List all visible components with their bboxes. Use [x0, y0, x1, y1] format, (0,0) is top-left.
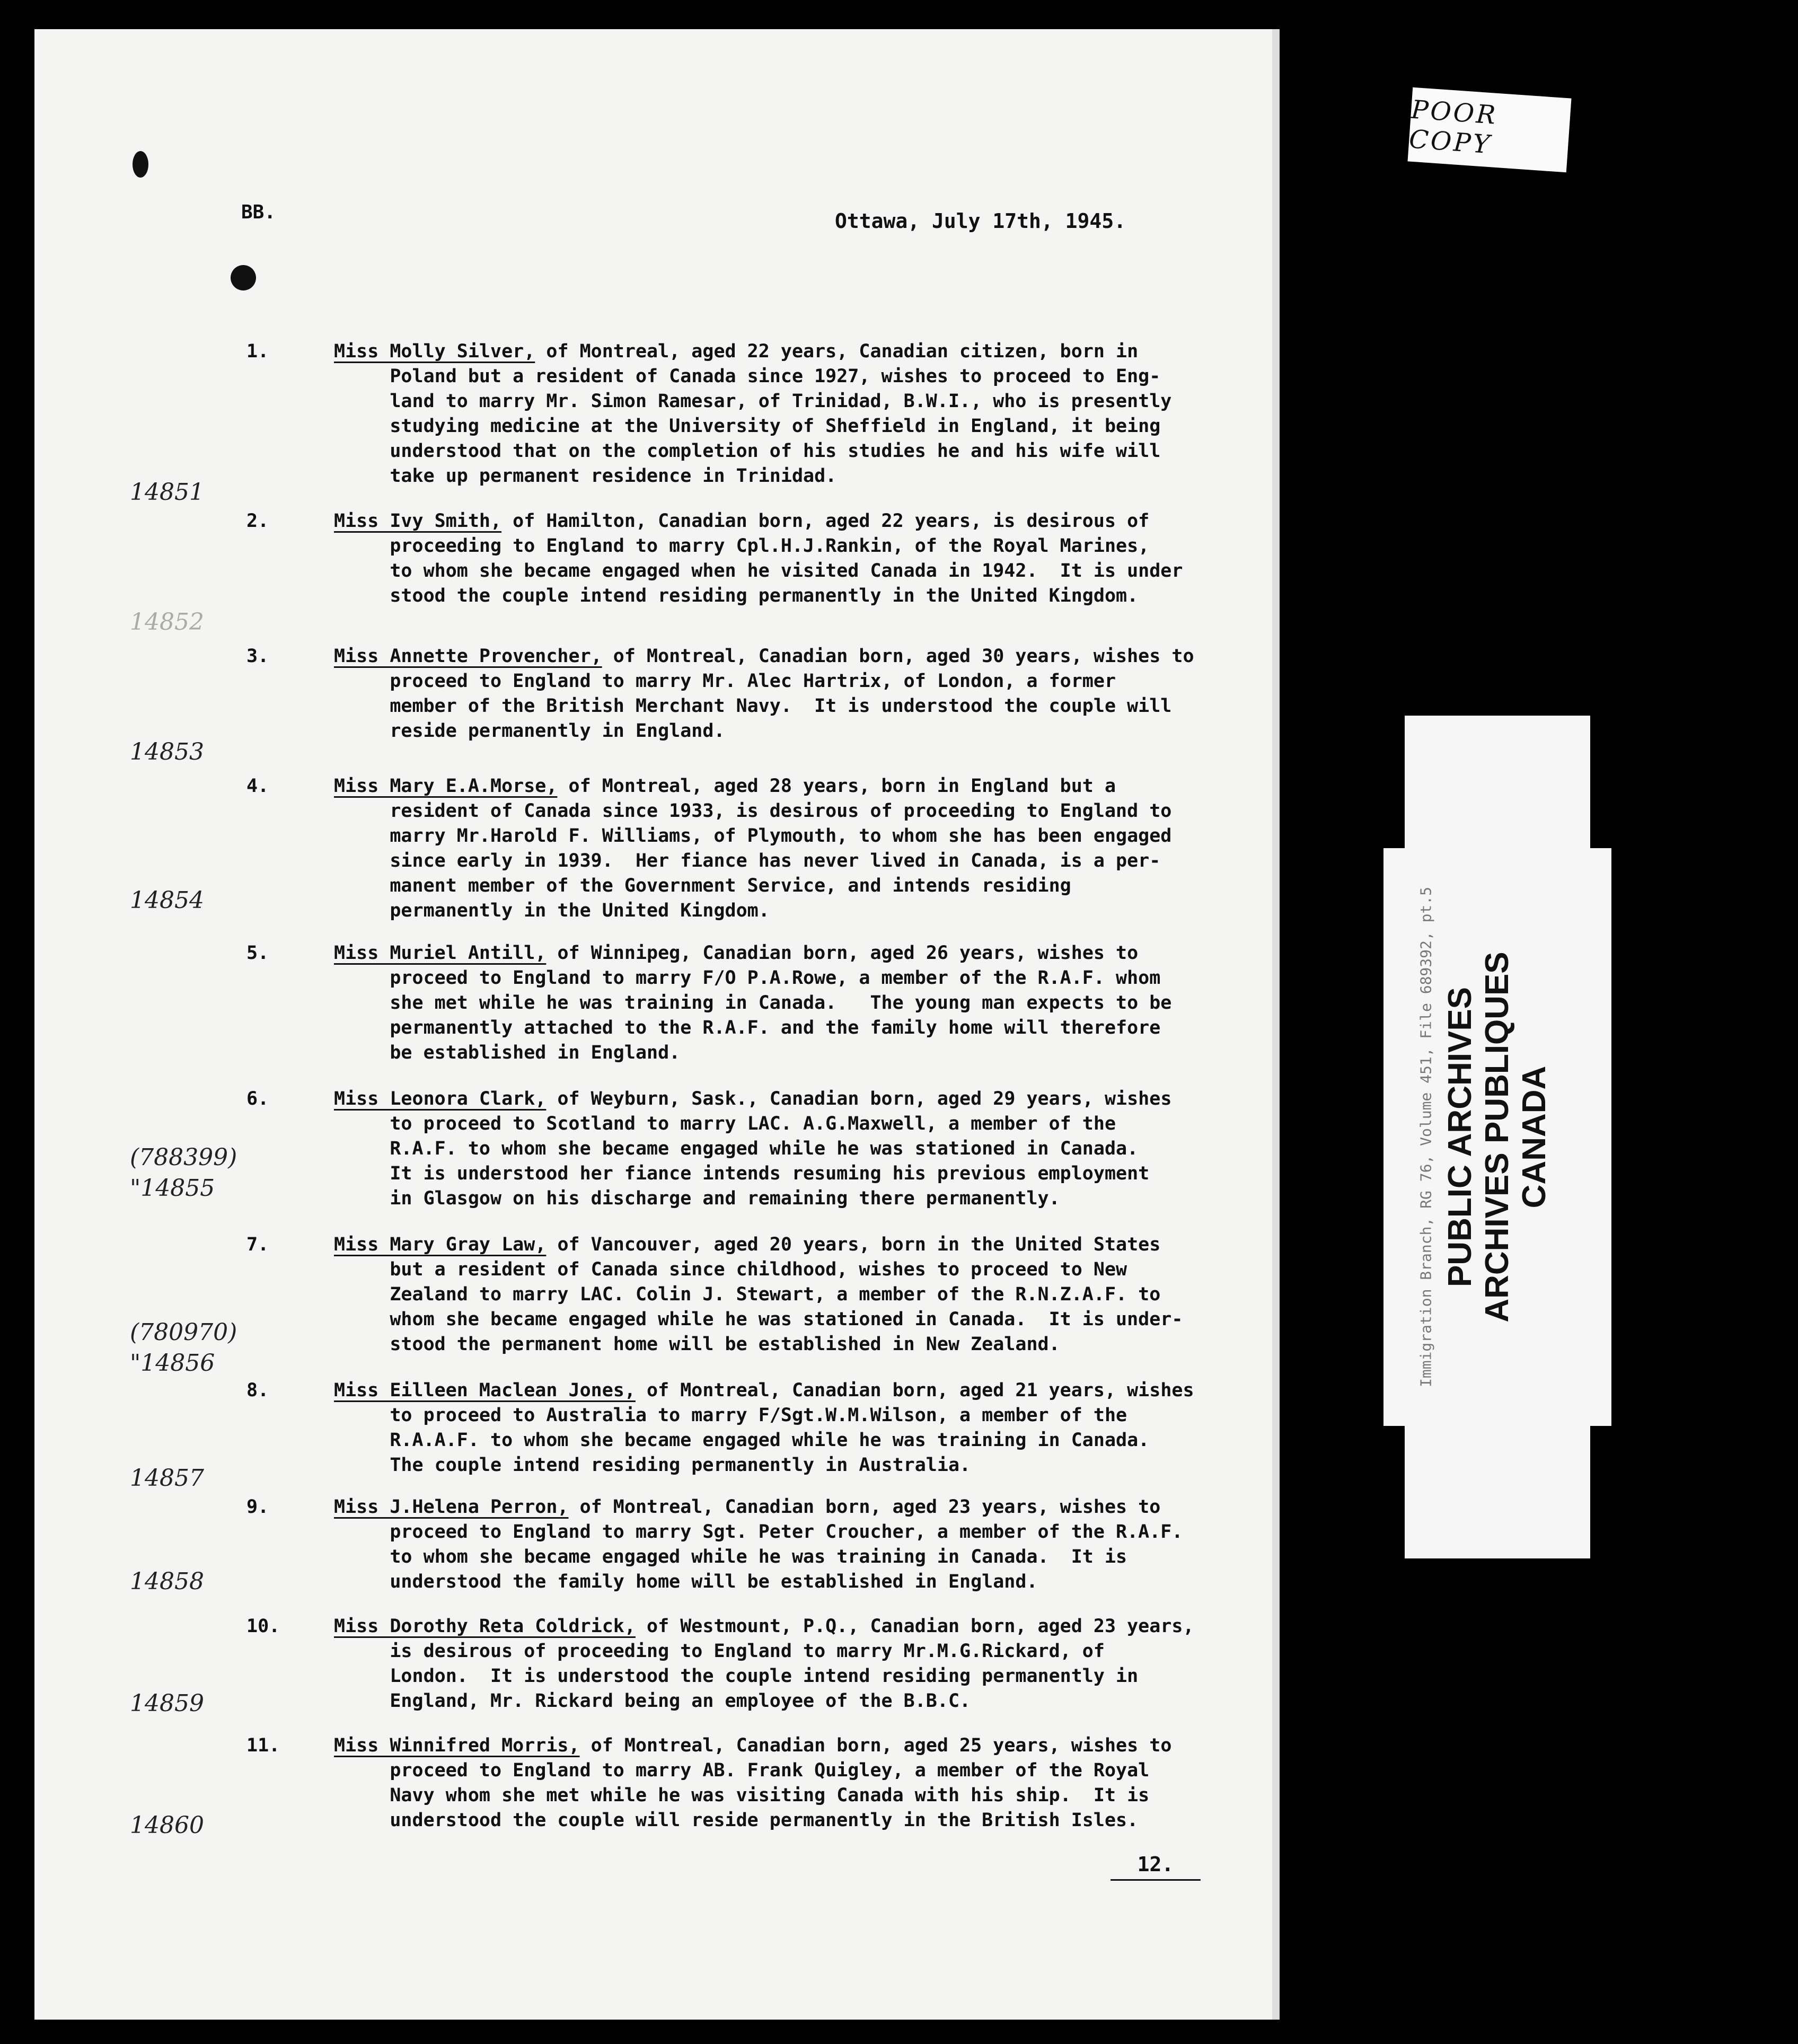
handwritten-file-number: 14854 [130, 887, 204, 914]
applicant-name: Miss Ivy Smith, [334, 510, 502, 532]
document-page [34, 29, 1280, 2020]
entry-number: 7. [246, 1234, 269, 1255]
handwritten-file-number: 14852 [130, 609, 204, 636]
applicant-name: Miss Annette Provencher, [334, 646, 602, 667]
ink-blot [231, 265, 256, 290]
label-notch [1590, 1426, 1611, 1558]
file-reference: BB. [241, 201, 276, 223]
entry-text: of Hamilton, Canadian born, aged 22 years, is desirous of proceeding to England to marry Cpl.H.J.Rankin, of the Royal Marines, to whom she became engaged when he visited Canada in 1942. It is under stood the couple intend residing permanently in the United Kingdom. [390, 510, 1183, 606]
handwritten-file-number: 14851 [130, 479, 204, 506]
applicant-name: Miss Eilleen Maclean Jones, [334, 1380, 636, 1401]
entry-text: of Weyburn, Sask., Canadian born, aged 29 years, wishes to proceed to Scotland to marry LAC. A.G.Maxwell, a member of the R.A.F. to whom she became engaged while he was stationed in Canada. It is understood her fiance intends resuming his previous employment in Glasgow on his discharge and remaining there permanently. [390, 1088, 1172, 1209]
label-notch [1383, 716, 1405, 848]
entry-number: 9. [246, 1496, 269, 1518]
applicant-name: Miss Muriel Antill, [334, 942, 547, 964]
entry-number: 8. [246, 1380, 269, 1401]
entry-text: of Montreal, Canadian born, aged 25 years, wishes to proceed to England to marry AB. Frank Quigley, a member of the Royal Navy whom she met while he was visiting Canada with his ship. It is understood the couple will reside permanently in the British Isles. [390, 1735, 1172, 1831]
applicant-name: Miss Molly Silver, [334, 341, 535, 362]
handwritten-file-number: 14853 [130, 738, 204, 765]
label-notch [1590, 716, 1611, 848]
archive-line: PUBLIC ARCHIVES [1442, 986, 1478, 1288]
applicant-name: Miss Mary Gray Law, [334, 1234, 547, 1255]
entry-text: of Montreal, aged 28 years, born in England but a resident of Canada since 1933, is desirous of proceeding to England to marry Mr.Harold F. Williams, of Plymouth, to whom she has been engaged since early in 1939. Her fiance has never lived in Canada, is a per- manent member of the Government Service, and intends residing permanently in the United Kingdom. [390, 776, 1172, 921]
handwritten-file-number: 14859 [130, 1690, 204, 1717]
applicant-name: Miss J.Helena Perron, [334, 1496, 569, 1518]
letter-date: Ottawa, July 17th, 1945. [835, 209, 1126, 233]
handwritten-file-number: 14857 [130, 1465, 204, 1492]
handwritten-file-number: 14860 [130, 1812, 204, 1839]
ink-blot [133, 151, 148, 178]
entry-number: 4. [246, 776, 269, 797]
entry-number: 1. [246, 341, 269, 362]
poor-copy-stamp: POOR COPY [1407, 87, 1571, 173]
archive-label [1383, 716, 1611, 1558]
entry-number: 5. [246, 942, 269, 964]
handwritten-file-number: (780970) "14856 [130, 1319, 237, 1377]
archive-name [1442, 951, 1553, 1322]
archive-line: CANADA [1516, 1065, 1553, 1209]
applicant-name: Miss Mary E.A.Morse, [334, 776, 558, 797]
applicant-name: Miss Winnifred Morris, [334, 1735, 580, 1756]
handwritten-file-number: 14858 [130, 1568, 204, 1595]
entry-text: of Montreal, Canadian born, aged 23 years, wishes to proceed to England to marry Sgt. Peter Croucher, a member of the R.A.F. to whom she became engaged while he was training in Canada. It is understood the family home will be established in England. [390, 1496, 1183, 1592]
entry-text: of Vancouver, aged 20 years, born in the United States but a resident of Canada since childhood, wishes to proceed to New Zealand to marry LAC. Colin J. Stewart, a member of the R.N.Z.A.F. to whom she became engaged while he was stationed in Canada. It is under- stood the permanent home will be established in New Zealand. [390, 1234, 1183, 1355]
entry-text: of Montreal, aged 22 years, Canadian citizen, born in Poland but a resident of Canada since 1927, wishes to proceed to Eng- land to marry Mr. Simon Ramesar, of Trinidad, B.W.I., who is presently studying medicine at the University of Sheffield in England, it being understood that on the completion of his studies he and his wife will take up permanent residence in Trinidad. [390, 341, 1172, 487]
entry-text: of Winnipeg, Canadian born, aged 26 years, wishes to proceed to England to marry F/O P.A.Rowe, a member of the R.A.F. whom she met while he was training in Canada. The young man expects to be permanently attached to the R.A.F. and the family home will therefore be established in England. [390, 942, 1172, 1063]
applicant-name: Miss Dorothy Reta Coldrick, [334, 1616, 636, 1637]
entry-number: 3. [246, 646, 269, 667]
archive-reference: Immigration Branch, RG 76, Volume 451, File 689392, pt.5 [1417, 886, 1435, 1388]
handwritten-file-number: (788399) "14855 [130, 1144, 237, 1202]
entry-number: 2. [246, 510, 269, 532]
entry-number: 11. [246, 1735, 280, 1756]
entry-text: of Montreal, Canadian born, aged 30 years, wishes to proceed to England to marry Mr. Alec Hartrix, of London, a former member of the British Merchant Navy. It is understood the couple will reside permanently in England. [390, 646, 1194, 742]
next-page-number: 12. [1110, 1853, 1201, 1881]
applicant-name: Miss Leonora Clark, [334, 1088, 547, 1109]
entry-text: of Westmount, P.Q., Canadian born, aged 23 years, is desirous of proceeding to England to marry Mr.M.G.Rickard, of London. It is understood the couple intend residing permanently in England, Mr. Rickard being an employee of the B.B.C. [390, 1616, 1194, 1712]
label-notch [1383, 1426, 1405, 1558]
entry-number: 6. [246, 1088, 269, 1109]
entry-number: 10. [246, 1616, 280, 1637]
entry-text: of Montreal, Canadian born, aged 21 years, wishes to proceed to Australia to marry F/Sgt.W.M.Wilson, a member of the R.A.A.F. to whom she became engaged while he was training in Canada. The couple intend residing permanently in Australia. [390, 1380, 1194, 1476]
archive-line: ARCHIVES PUBLIQUES [1479, 951, 1515, 1323]
